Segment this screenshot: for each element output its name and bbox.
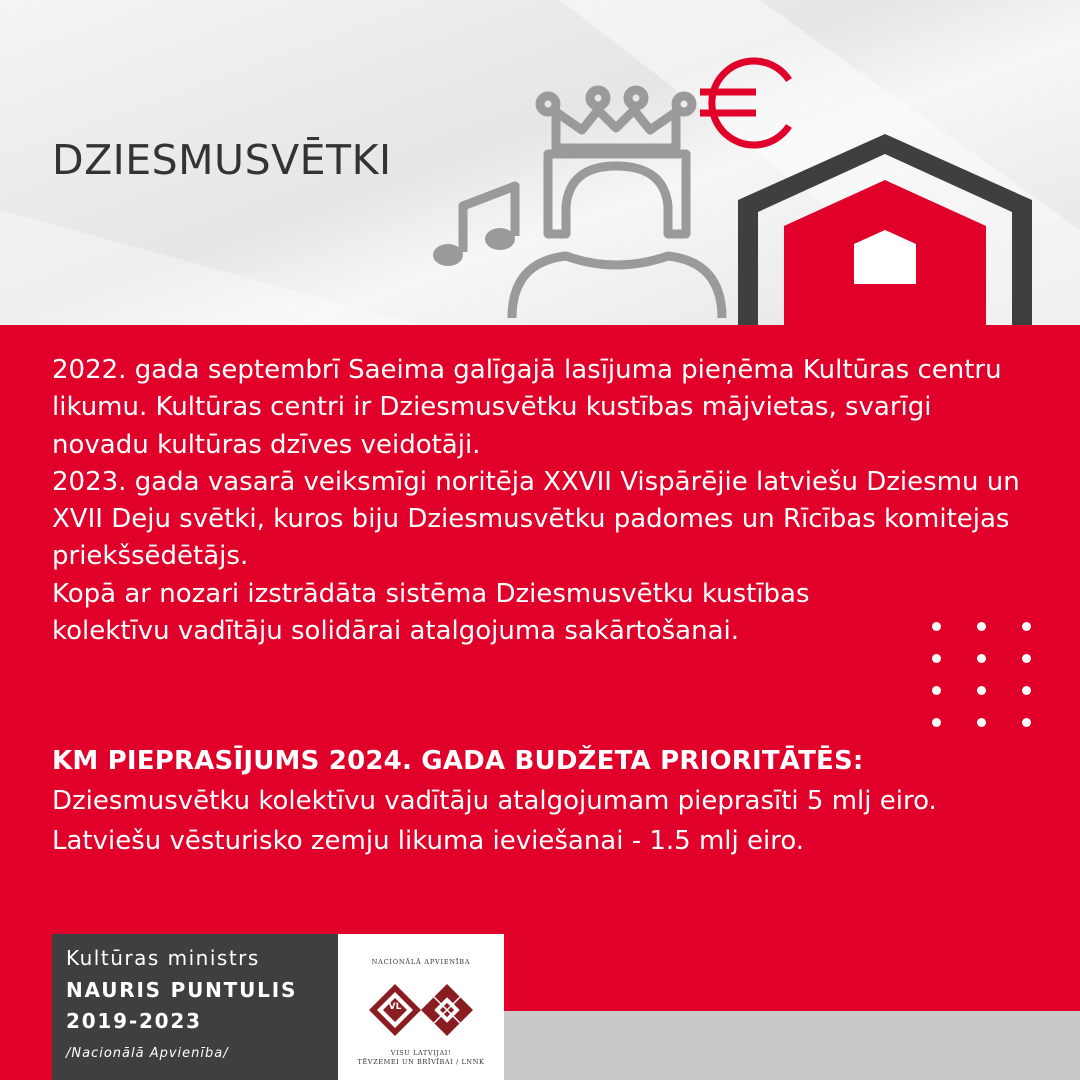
minister-years: 2019-2023 bbox=[66, 1009, 202, 1033]
request-heading: KM PIEPRASĪJUMS 2024. GADA BUDŽETA PRIORITĀTĒS: bbox=[52, 746, 864, 776]
body-text bbox=[52, 352, 1032, 650]
footer-strip bbox=[504, 1011, 1080, 1080]
request-line: Latviešu vēsturisko zemju likuma ieviešanai - 1.5 mlj eiro. bbox=[52, 826, 805, 856]
logo-letters: VL bbox=[388, 1002, 402, 1012]
crowned-person-icon bbox=[512, 90, 722, 318]
paragraph: 2023. gada vasarā veiksmīgi noritēja XXVII Vispārējie latviešu Dziesmu un XVII Deju svētki, kuros biju Dziesmusvētku padomes un Rīcības komitejas priekšsēdētājs. bbox=[52, 466, 1020, 572]
logo-motto-line: VISU LATVIJAI! bbox=[390, 1049, 452, 1057]
request-line: Dziesmusvētku kolektīvu vadītāju atalgojumam pieprasīti 5 mlj eiro. bbox=[52, 786, 937, 816]
logo-motto bbox=[338, 1049, 504, 1067]
minister-role: Kultūras ministrs bbox=[66, 946, 260, 970]
decorative-dots bbox=[932, 622, 1036, 732]
page-title: DZIESMUSVĒTKI bbox=[52, 136, 392, 184]
logo-motto-line: TĒVZEMEI UN BRĪVĪBAI / LNNK bbox=[357, 1058, 485, 1066]
music-note-icon bbox=[433, 186, 515, 266]
minister-party: /Nacionālā Apvienība/ bbox=[66, 1046, 229, 1061]
logo-top-text: NACIONĀLĀ APVIENĪBA bbox=[371, 958, 471, 966]
party-logo bbox=[338, 934, 504, 1080]
minister-name: NAURIS PUNTULIS bbox=[66, 978, 298, 1002]
minister-card bbox=[52, 934, 338, 1080]
paragraph: Kopā ar nozari izstrādāta sistēma Dziesmusvētku kustības kolektīvu vadītāju solidārai atalgojuma sakārtošanai. bbox=[52, 578, 810, 647]
paragraph: 2022. gada septembrī Saeima galīgajā lasījuma pieņēma Kultūras centru likumu. Kultūras centri ir Dziesmusvētku kustības mājvietas, svarīgi novadu kultūras dzīves veidotāji. bbox=[52, 355, 1002, 460]
header-band bbox=[0, 0, 1080, 325]
